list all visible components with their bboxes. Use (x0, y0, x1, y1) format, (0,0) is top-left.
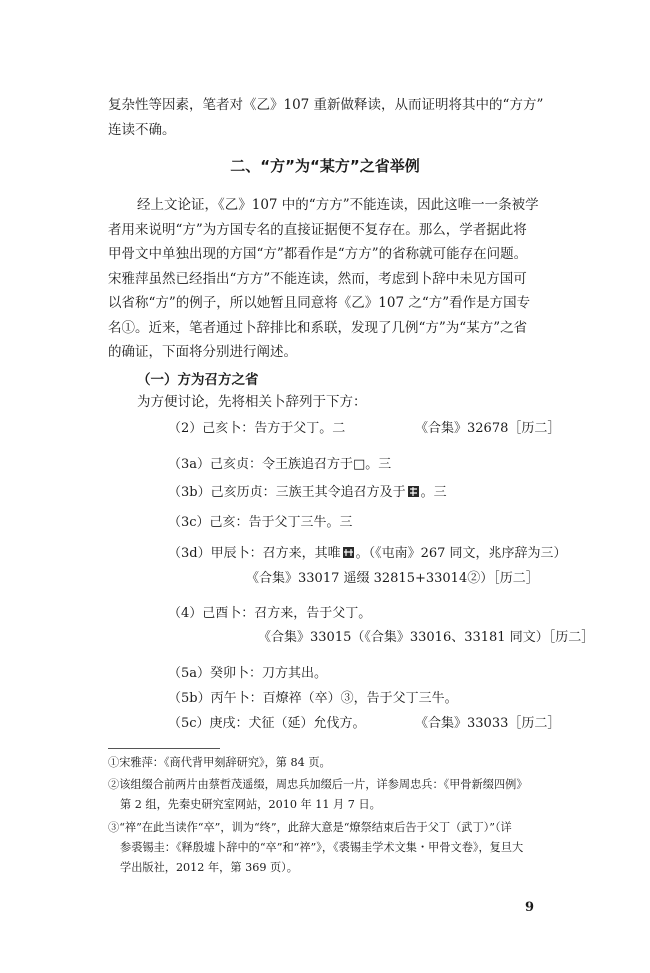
paragraph-line: 的确证，下面将分别进行阐述。 (108, 344, 297, 360)
example-2: （2）己亥卜：告方于父丁。二 (168, 421, 346, 436)
example-5c: （5c）庚戌：犬征（延）允伐方。 (168, 716, 366, 731)
example-3b-tail: 。三 (420, 485, 447, 500)
subheading: （一）方为召方之省 (137, 372, 259, 388)
example-3b (168, 484, 447, 502)
footnote-1: ①宋雅萍：《商代背甲刻辞研究》，第 84 页。 (108, 756, 331, 769)
footnote-2: ②该组缀合前两片由蔡哲茂遥缀，周忠兵加缀后一片，详参周忠兵：《甲骨新缀四例》 (108, 778, 528, 791)
example-3d-text: （3d）甲辰卜：召方来，其唯 (168, 546, 341, 561)
example-3a: （3a）己亥贞：令王族追召方于□。三 (168, 457, 392, 472)
source-3d: 《合集》33017 遥缀 32815+33014②）［历二］ (246, 571, 539, 586)
footnote-3-cont2: 学出版社，2012 年，第 369 页）。 (120, 861, 298, 874)
paragraph-line: 名①。近来，笔者通过卜辞排比和系联，发现了几例“方”为“某方”之省 (108, 320, 528, 336)
example-3d-tail: 。（《屯南》267 同文，兆序辞为三） (355, 546, 567, 561)
footnote-2-cont: 第 2 组，先秦史研究室网站，2010 年 11 月 7 日。 (120, 798, 381, 811)
footnote-divider (108, 748, 220, 749)
example-5a: （5a）癸卯卜：刀方其出。 (168, 666, 328, 681)
paragraph-line: 者用来说明“方”为方国专名的直接证据便不复存在。那么，学者据此将 (108, 222, 527, 238)
source-5: 《合集》33033［历二］ (415, 716, 561, 731)
paragraph-line: 经上文论证，《乙》107 中的“方方”不能连读，因此这唯一一条被学 (137, 197, 539, 213)
paragraph-line: 甲骨文中单独出现的方国“方”都看作是“方方”的省称就可能存在问题。 (108, 246, 528, 262)
example-4: （4）己酉卜：召方来，告于父丁。 (168, 606, 372, 621)
example-5b: （5b）丙午卜：百燎祽（卒）③，告于父丁三牛。 (168, 691, 458, 706)
source-2: 《合集》32678［历二］ (415, 421, 561, 436)
page-number: 9 (525, 900, 535, 915)
footnote-3-cont: 参裘锡圭：《释殷墟卜辞中的“卒”和“祽”》，《裘锡圭学术文集・甲骨文卷》，复旦大 (120, 841, 524, 854)
example-3d (168, 545, 567, 563)
source-4: 《合集》33015（《合集》33016、33181 同文）［历二］ (258, 630, 595, 645)
top-paragraph-line1: 复杂性等因素，笔者对《乙》107 重新做释读，从而证明将其中的“方方” (108, 97, 544, 113)
intro-line: 为方便讨论，先将相关卜辞列于下方： (137, 394, 367, 410)
paragraph-line: 以省称“方”的例子，所以她暂且同意将《乙》107 之“方”看作是方国专 (108, 295, 531, 311)
example-3c: （3c）己亥：告于父丁三牛。三 (168, 515, 353, 530)
top-paragraph-line2: 连读不确。 (108, 122, 176, 138)
oracle-glyph-icon (407, 485, 420, 498)
paragraph-line: 宋雅萍虽然已经指出“方方”不能连读，然而，考虑到卜辞中未见方国可 (108, 271, 527, 287)
oracle-glyph-icon (342, 546, 355, 559)
section-heading: 二、“方”为“某方”之省举例 (230, 157, 420, 175)
example-3b-text: （3b）己亥历贞：三族王其令追召方及于 (168, 485, 406, 500)
footnote-3: ③“祽”在此当读作“卒”，训为“终”，此辞大意是“燎祭结束后告于父丁（武丁）”（详 (108, 821, 512, 834)
